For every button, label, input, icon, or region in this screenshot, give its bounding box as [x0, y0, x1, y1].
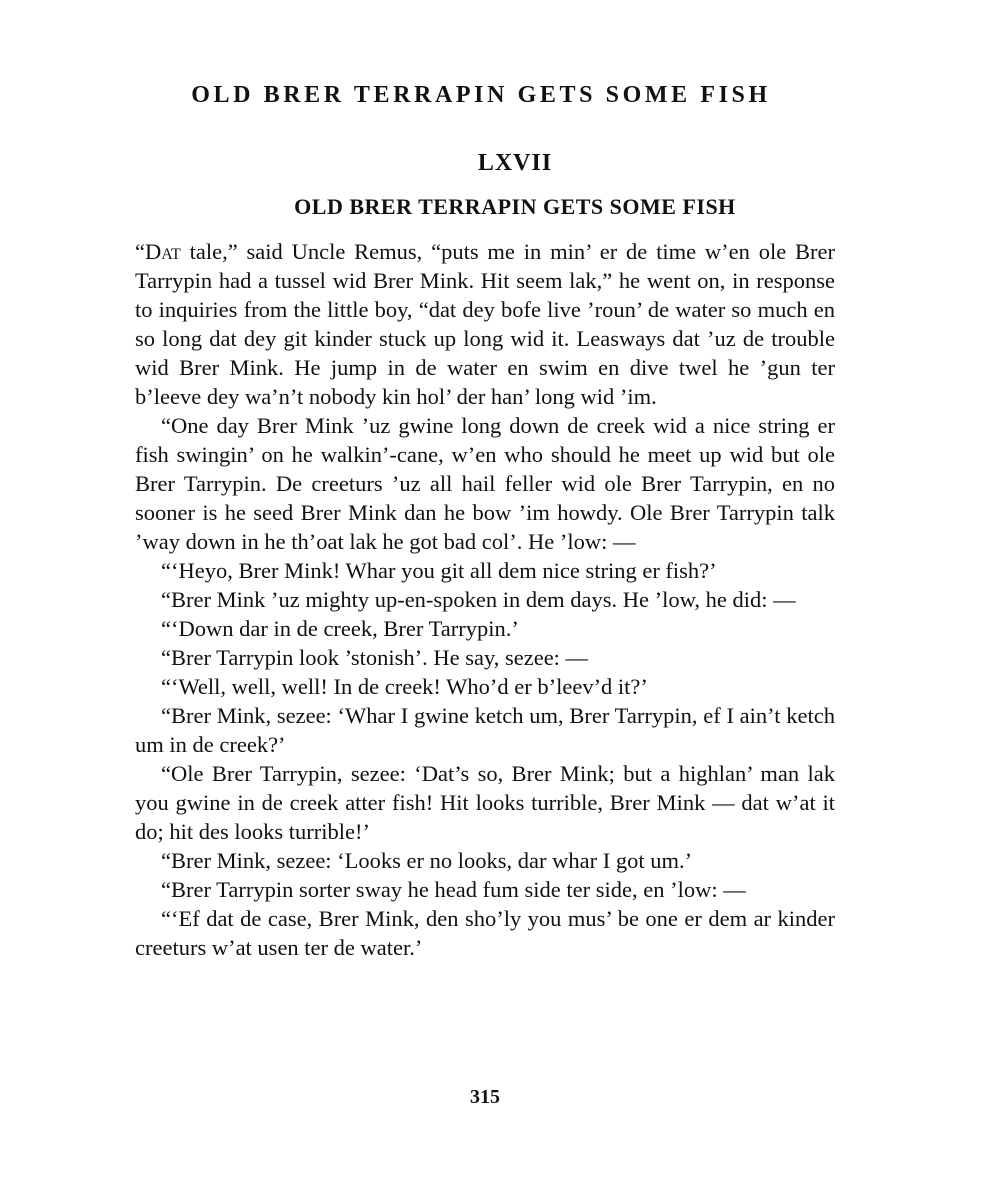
- page-number: 315: [470, 1086, 500, 1108]
- paragraph: [135, 237, 835, 411]
- paragraph: “Ole Brer Tarrypin, sezee: ‘Dat’s so, Brer Mink; but a highlan’ man lak you gwine in de creek atter fish! Hit looks turrible, Brer Mink — dat w’at it do; hit des looks turrible!’: [135, 761, 835, 844]
- paragraph-text: tale,” said Uncle Remus, “puts me in min’ er de time w’en ole Brer Tarrypin had a tussel wid Brer Mink. Hit seem lak,” he went on, in response to inquiries from the little boy, “dat dey bofe live ’roun’ de water so much en so long dat dey git kinder stuck up long wid it. Leasways dat ’uz de trouble wid Brer Mink. He jump in de water en swim en dive twel he ’gun ter b’leeve dey wa’n’t nobody kin hol’ der han’ long wid ’im.: [135, 239, 835, 409]
- paragraph: “Brer Tarrypin sorter sway he head fum side ter side, en ’low: —: [161, 877, 746, 902]
- paragraph: “‘Down dar in de creek, Brer Tarrypin.’: [161, 616, 519, 641]
- drop-lead-words: “Dat: [135, 239, 181, 264]
- chapter-title: OLD BRER TERRAPIN GETS SOME FISH: [294, 194, 736, 219]
- paragraph: “Brer Mink ’uz mighty up-en-spoken in dem days. He ’low, he did: —: [161, 587, 796, 612]
- book-page: [135, 0, 835, 1183]
- paragraph: “‘Ef dat de case, Brer Mink, den sho’ly you mus’ be one er dem ar kinder creeturs w’at usen ter de water.’: [135, 906, 835, 960]
- paragraph: “‘Well, well, well! In de creek! Who’d er b’leev’d it?’: [161, 674, 648, 699]
- paragraph: “‘Heyo, Brer Mink! Whar you git all dem nice string er fish?’: [161, 558, 717, 583]
- chapter-number: LXVII: [477, 150, 553, 176]
- paragraph: “One day Brer Mink ’uz gwine long down de creek wid a nice string er fish swingin’ on he walkin’-cane, w’en who should he meet up wid but ole Brer Tarrypin. De creeturs ’uz all hail feller wid ole Brer Tarrypin, en no sooner is he seed Brer Mink dan he bow ’im howdy. Ole Brer Tarrypin talk ’way down in he th’oat lak he got bad col’. He ’low: —: [135, 413, 835, 554]
- body-text: [135, 237, 835, 962]
- paragraph: “Brer Mink, sezee: ‘Whar I gwine ketch um, Brer Tarrypin, ef I ain’t ketch um in de creek?’: [135, 703, 835, 757]
- running-head: OLD BRER TERRAPIN GETS SOME FISH: [191, 82, 771, 108]
- paragraph: “Brer Tarrypin look ’stonish’. He say, sezee: —: [161, 645, 589, 670]
- paragraph: “Brer Mink, sezee: ‘Looks er no looks, dar whar I got um.’: [161, 848, 693, 873]
